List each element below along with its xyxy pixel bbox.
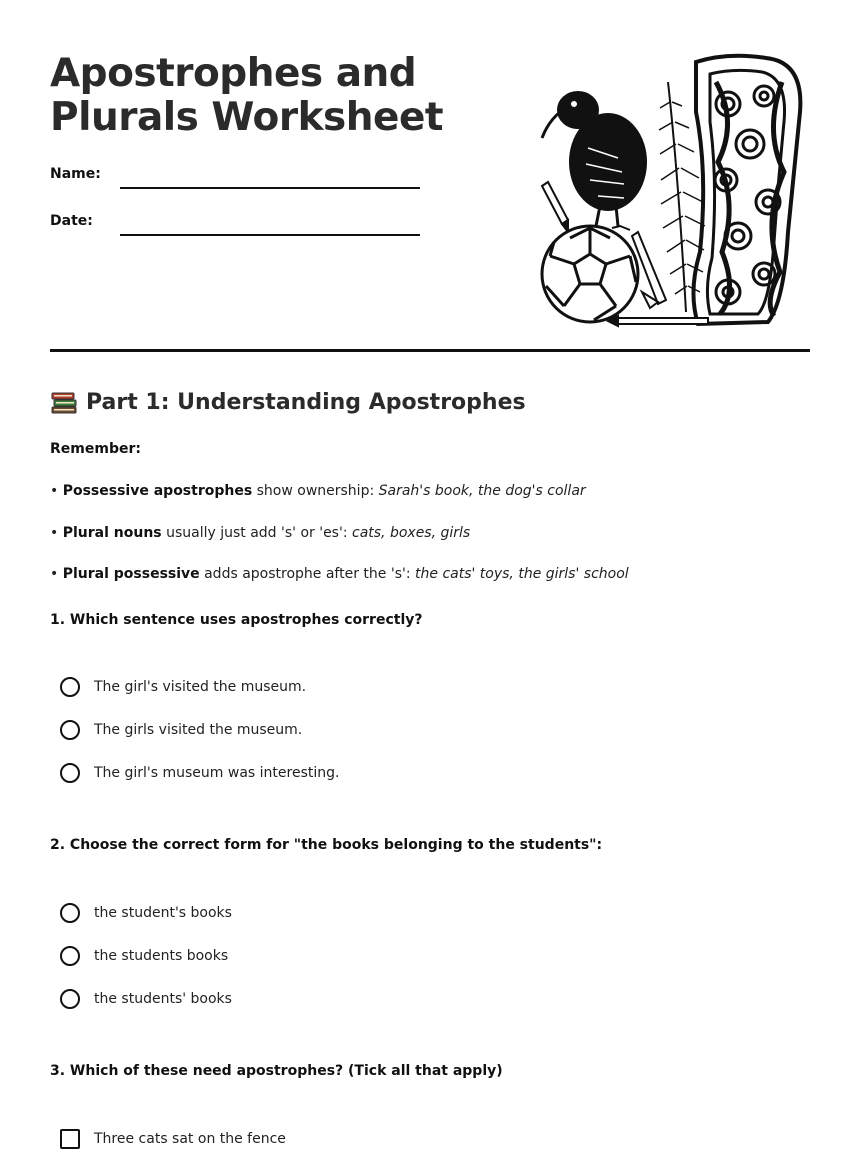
option-label: The girls visited the museum. bbox=[94, 722, 303, 738]
note-term: Plural possessive bbox=[62, 566, 200, 582]
q2-option-a[interactable] bbox=[60, 903, 232, 923]
q1-option-b[interactable] bbox=[60, 720, 302, 740]
note-text: usually just add 's' or 'es': bbox=[161, 525, 352, 541]
radio-button[interactable] bbox=[60, 946, 80, 966]
radio-button[interactable] bbox=[60, 720, 80, 740]
note-possessive bbox=[50, 483, 586, 499]
note-term: Plural nouns bbox=[62, 525, 162, 541]
note-examples: the cats' toys, the girls' school bbox=[415, 566, 629, 582]
option-label: the student's books bbox=[94, 905, 232, 921]
radio-button[interactable] bbox=[60, 989, 80, 1009]
note-term: Possessive apostrophes bbox=[62, 483, 253, 499]
name-field[interactable] bbox=[120, 187, 420, 189]
option-label: the students' books bbox=[94, 991, 232, 1007]
remember-label: Remember: bbox=[50, 441, 141, 457]
date-label: Date: bbox=[50, 213, 93, 229]
question-2: 2. Choose the correct form for "the books belonging to the students": bbox=[50, 837, 603, 853]
name-label: Name: bbox=[50, 166, 101, 182]
radio-button[interactable] bbox=[60, 677, 80, 697]
option-label: the students books bbox=[94, 948, 229, 964]
bullet: • bbox=[50, 483, 59, 499]
note-plural bbox=[50, 525, 470, 541]
option-label: Three cats sat on the fence bbox=[94, 1131, 286, 1147]
books-icon bbox=[50, 389, 78, 415]
header-divider bbox=[50, 349, 810, 352]
q1-option-c[interactable] bbox=[60, 763, 339, 783]
q2-option-c[interactable] bbox=[60, 989, 232, 1009]
koru-letter-art bbox=[693, 56, 800, 324]
bullet: • bbox=[50, 525, 59, 541]
part1-heading bbox=[50, 389, 526, 415]
q2-option-b[interactable] bbox=[60, 946, 228, 966]
option-label: The girl's museum was interesting. bbox=[94, 765, 340, 781]
worksheet-title: Apostrophes and Plurals Worksheet bbox=[50, 51, 444, 140]
option-label: The girl's visited the museum. bbox=[94, 679, 307, 695]
note-examples: Sarah's book, the dog's collar bbox=[378, 483, 586, 499]
note-text: adds apostrophe after the 's': bbox=[199, 566, 416, 582]
radio-button[interactable] bbox=[60, 763, 80, 783]
radio-button[interactable] bbox=[60, 903, 80, 923]
part1-title: Part 1: Understanding Apostrophes bbox=[86, 389, 526, 415]
note-text: show ownership: bbox=[252, 483, 379, 499]
question-1: 1. Which sentence uses apostrophes correctly? bbox=[50, 612, 423, 628]
header-illustration bbox=[538, 52, 810, 330]
checkbox[interactable] bbox=[60, 1129, 80, 1149]
date-field[interactable] bbox=[120, 234, 420, 236]
bullet: • bbox=[50, 566, 59, 582]
q3-option-a[interactable] bbox=[60, 1129, 286, 1149]
note-examples: cats, boxes, girls bbox=[352, 525, 471, 541]
soccer-ball-art bbox=[542, 226, 638, 322]
q1-option-a[interactable] bbox=[60, 677, 306, 697]
note-plural-possessive bbox=[50, 566, 629, 582]
question-3: 3. Which of these need apostrophes? (Tick all that apply) bbox=[50, 1063, 503, 1079]
